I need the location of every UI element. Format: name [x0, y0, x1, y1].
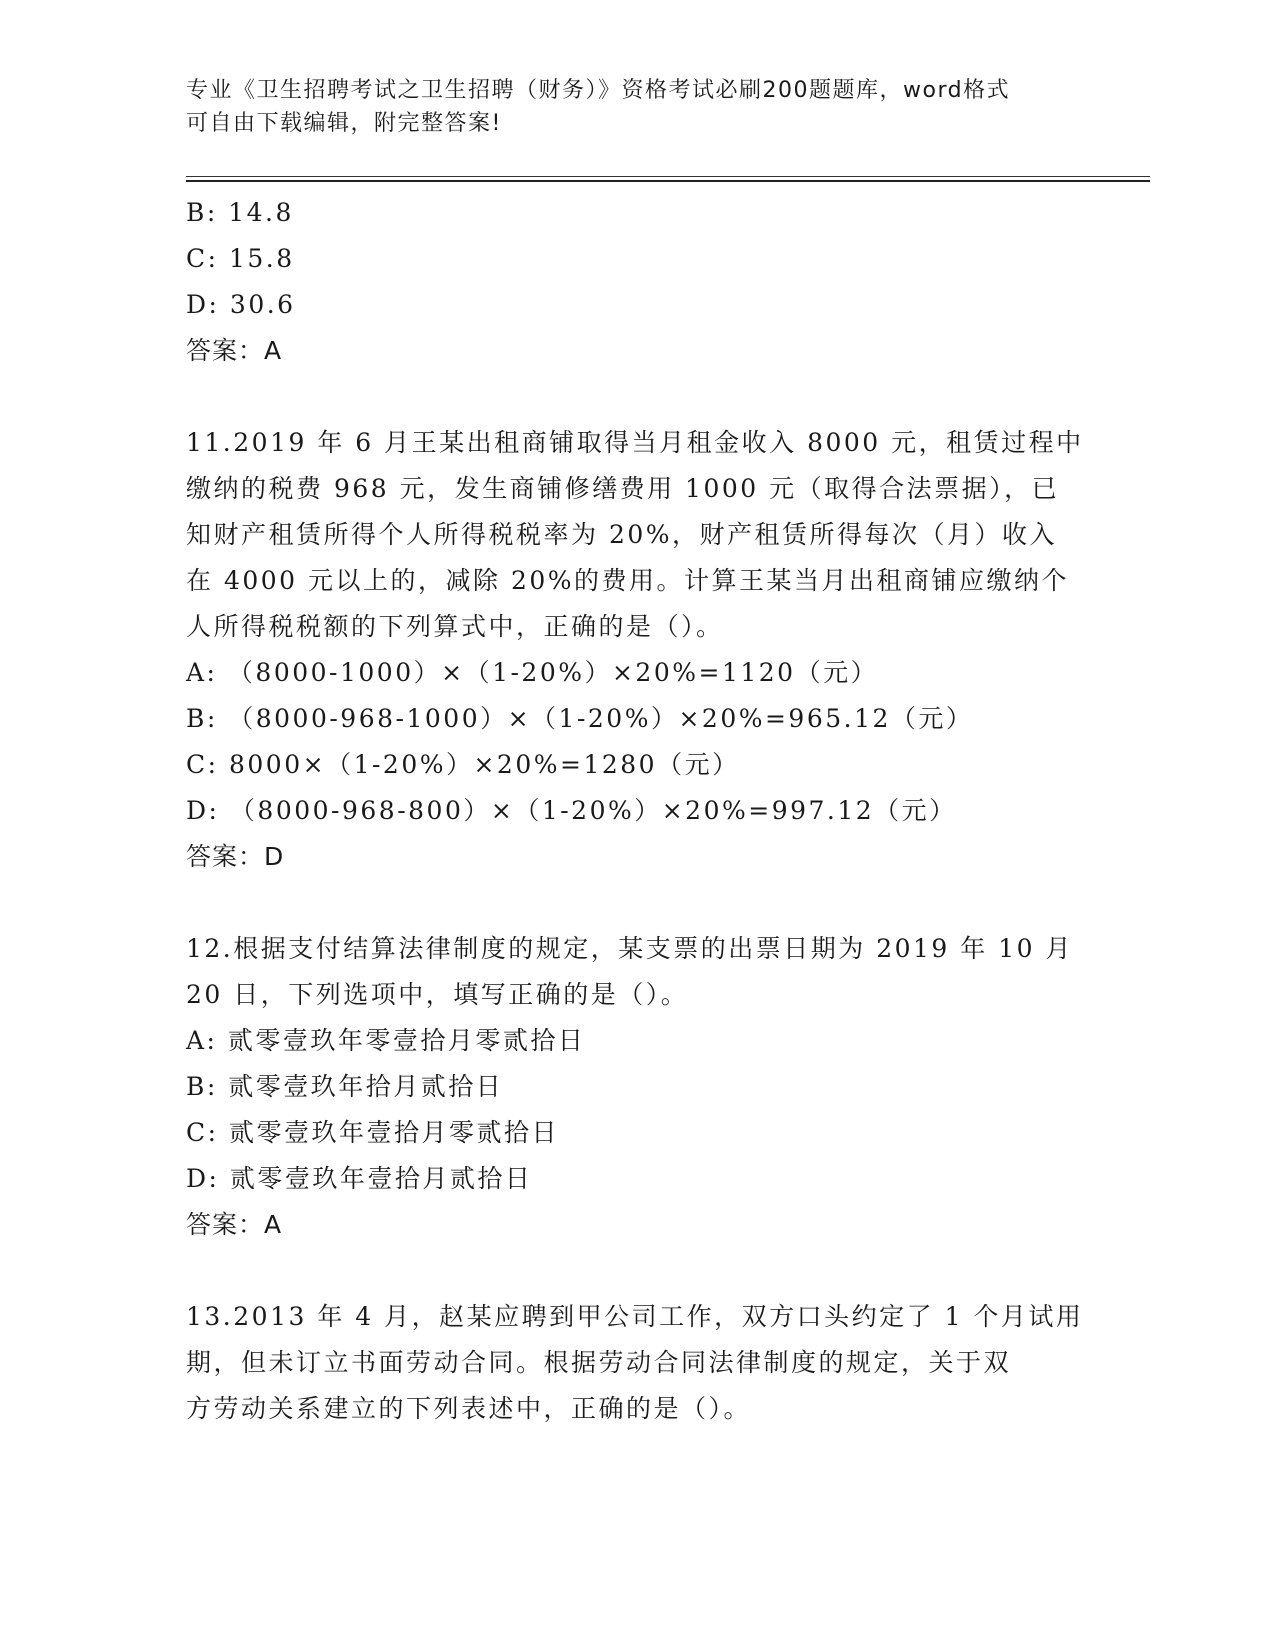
option-d: D: （8000-968-800）×（1-20%）×20%=997.12（元）: [186, 796, 957, 825]
option-c: C: 15.8: [186, 244, 295, 273]
header-line-1: 专业《卫生招聘考试之卫生招聘（财务）》资格考试必刷200题题库，word格式: [186, 78, 1011, 103]
question-12: [186, 926, 1086, 1248]
stem-line: 期，但未订立书面劳动合同。根据劳动合同法律制度的规定，关于双: [186, 1348, 1012, 1377]
option-d: D: 贰零壹玖年壹拾月贰拾日: [186, 1164, 533, 1193]
header-divider: [186, 176, 1150, 177]
option-b: B: 14.8: [186, 198, 294, 227]
stem-line: 人所得税税额的下列算式中，正确的是（）。: [186, 612, 724, 641]
page-header: [186, 74, 1086, 140]
question-10: [186, 190, 1086, 374]
stem-line: 20 日，下列选项中，填写正确的是（）。: [186, 980, 689, 1009]
option-a: A: （8000-1000）×（1-20%）×20%=1120（元）: [186, 658, 879, 687]
question-stem: [186, 926, 1086, 1018]
answer-line: 答案：D: [186, 842, 285, 871]
stem-line: 13.2013 年 4 月，赵某应聘到甲公司工作，双方口头约定了 1 个月试用: [186, 1302, 1084, 1331]
question-13: [186, 1294, 1086, 1432]
answer-line: 答案：A: [186, 336, 283, 365]
stem-line: 缴纳的税费 968 元，发生商铺修缮费用 1000 元（取得合法票据），已: [186, 474, 1060, 503]
header-line-2: 可自由下载编辑，附完整答案!: [186, 111, 502, 136]
option-b: B: （8000-968-1000）×（1-20%）×20%=965.12（元）: [186, 704, 974, 733]
option-a: A: 贰零壹玖年零壹拾月零贰拾日: [186, 1026, 586, 1055]
question-stem: [186, 420, 1086, 650]
option-c: C: 贰零壹玖年壹拾月零贰拾日: [186, 1118, 559, 1147]
answer-line: 答案：A: [186, 1210, 283, 1239]
stem-line: 知财产租赁所得个人所得税税率为 20%，财产租赁所得每次（月）收入: [186, 520, 1058, 549]
stem-line: 在 4000 元以上的，减除 20%的费用。计算王某当月出租商铺应缴纳个: [186, 566, 1070, 595]
question-11: [186, 420, 1086, 880]
option-d: D: 30.6: [186, 290, 296, 319]
stem-line: 12.根据支付结算法律制度的规定，某支票的出票日期为 2019 年 10 月: [186, 934, 1073, 963]
option-c: C: 8000×（1-20%）×20%=1280（元）: [186, 750, 740, 779]
header-divider-thick: [186, 180, 1150, 182]
stem-line: 方劳动关系建立的下列表述中，正确的是（）。: [186, 1394, 752, 1423]
option-b: B: 贰零壹玖年拾月贰拾日: [186, 1072, 504, 1101]
question-stem: [186, 1294, 1086, 1432]
stem-line: 11.2019 年 6 月王某出租商铺取得当月租金收入 8000 元，租赁过程中: [186, 428, 1084, 457]
document-body: [186, 190, 1086, 1432]
